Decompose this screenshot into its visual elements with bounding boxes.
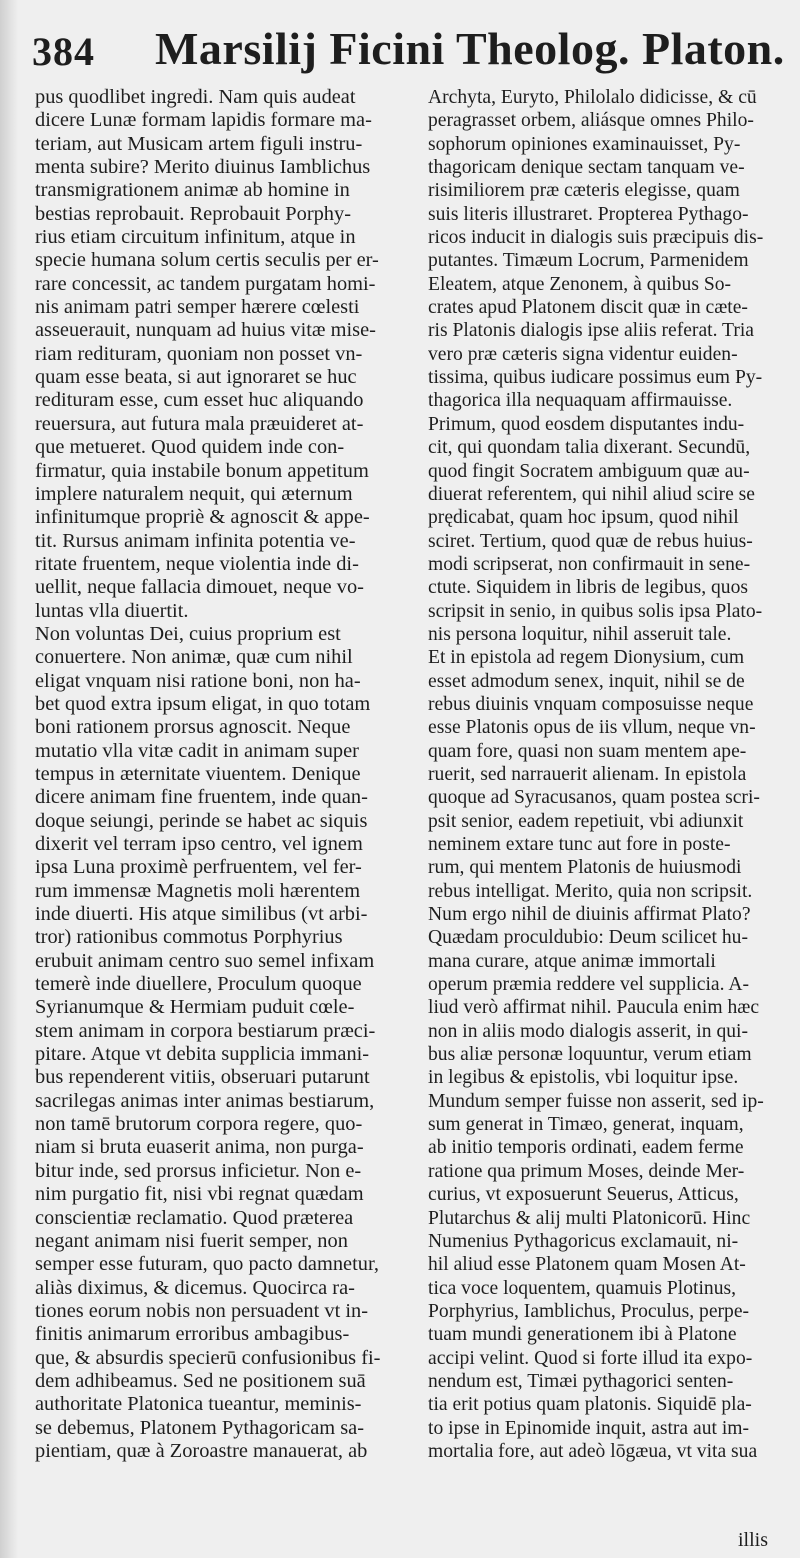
text-line: Et in epistola ad regem Dionysium, cum xyxy=(428,647,745,669)
text-line: Num ergo nihil de diuinis affirmat Plato? xyxy=(428,904,751,926)
text-line: psit senior, eadem repetiuit, vbi adiunxit xyxy=(428,810,744,832)
text-line: Numenius Pythagoricus exclamauit, ni- xyxy=(428,1230,739,1252)
text-line: negant animam nisi fuerit semper, non xyxy=(35,1229,348,1252)
text-line: modi scripserat, non confirmauit in sene- xyxy=(428,553,751,575)
text-line: conuertere. Non animæ, quæ cum nihil xyxy=(35,646,353,669)
text-line: infinitumque propriè & agnoscit & appe- xyxy=(35,506,370,529)
text-line: Eleatem, atque Zenonem, à quibus So- xyxy=(428,273,732,295)
text-line: Syrianumque & Hermiam puduit cœle- xyxy=(35,996,355,1019)
text-line: teriam, aut Musicam artem figuli instru- xyxy=(35,132,363,155)
text-line: suis literis illustraret. Propterea Pythago- xyxy=(428,203,749,225)
text-line: peragrasset orbem, aliásque omnes Philo- xyxy=(428,110,754,132)
text-line: tica voce loquentem, quamuis Plotinus, xyxy=(428,1277,737,1299)
text-line: quam fore, quasi non suam mentem ape- xyxy=(428,740,747,762)
text-line: Plutarchus & alij multi Platonicorū. Hinc xyxy=(428,1207,751,1229)
text-line: bitur inde, sed prorsus inficietur. Non e- xyxy=(35,1159,362,1182)
text-line: rius etiam circuitum infinitum, atque in xyxy=(35,226,356,249)
text-line: liud verò affirmat nihil. Paucula enim hæc xyxy=(428,997,760,1019)
text-line: accipi velint. Quod si forte illud ita expo- xyxy=(428,1347,753,1369)
text-line: prędicabat, quam hoc ipsum, quod nihil xyxy=(428,507,739,529)
text-line: thagorica illa nequaquam affirmauisse. xyxy=(428,390,733,412)
text-line: bus aliæ personæ loquuntur, verum etiam xyxy=(428,1044,752,1066)
text-line: rebus diuinis vnquam composuisse neque xyxy=(428,693,754,715)
text-line: in legibus & epistolis, vbi loquitur ipse. xyxy=(428,1067,739,1089)
text-line: rare concessit, ac tandem purgatam homi- xyxy=(35,272,376,295)
text-line: stem animam in corpora bestiarum præci- xyxy=(35,1019,376,1042)
text-line: dicere Lunæ formam lapidis formare ma- xyxy=(35,109,372,132)
text-line: boni rationem prorsus agnoscit. Neque xyxy=(35,716,351,739)
text-line: dicere animam fine fruentem, inde quan- xyxy=(35,786,368,809)
text-line: sum generat in Timæo, generat, inquam, xyxy=(428,1114,744,1136)
text-line: ris Platonis dialogis ipse aliis referat. Tria xyxy=(428,320,754,342)
page-number: 384 xyxy=(32,29,95,74)
text-line: firmatur, quia instabile bonum appetitum xyxy=(35,459,369,482)
text-line: pitare. Atque vt debita supplicia immani- xyxy=(35,1043,370,1066)
text-line: nim purgatio fit, nisi vbi regnat quædam xyxy=(35,1183,364,1206)
text-line: tiones eorum nobis non persuadent vt in- xyxy=(35,1299,368,1322)
text-line: tempus in æternitate viuentem. Denique xyxy=(35,762,361,785)
text-line: que, & absurdis specierū confusionibus fi- xyxy=(35,1346,381,1369)
text-line: crates apud Platonem discit quæ in cæte- xyxy=(428,297,748,319)
text-line: tuam mundi generationem ibi à Platone xyxy=(428,1324,737,1346)
right-text-column xyxy=(428,86,796,1463)
left-text-column xyxy=(35,86,405,1463)
text-line: nis animam patri semper hærere cœlesti xyxy=(35,296,360,319)
text-line: putantes. Timæum Locrum, Parmenidem xyxy=(428,250,749,272)
text-line: semper esse futuram, quo pacto damnetur, xyxy=(35,1253,380,1276)
text-line: non tamē brutorum corpora regere, quo- xyxy=(35,1113,363,1136)
text-line: bet quod extra ipsum eligat, in quo totam xyxy=(35,692,371,715)
text-line: curius, vt exposuerunt Seuerus, Atticus, xyxy=(428,1184,739,1206)
text-line: uellit, neque fallacia dimouet, neque vo- xyxy=(35,576,364,599)
text-line: se debemus, Platonem Pythagoricam sa- xyxy=(35,1416,365,1439)
text-line: que metueret. Quod quidem inde con- xyxy=(35,436,345,459)
text-line: reuersura, aut futura mala præuideret at- xyxy=(35,412,364,435)
text-line: sacrilegas animas inter animas bestiarum, xyxy=(35,1089,375,1112)
text-line: ritate fruentem, neque violentia inde di- xyxy=(35,552,359,575)
text-line: ctute. Siquidem in libris de legibus, quos xyxy=(428,577,749,599)
text-line: vero præ cæteris signa videntur euiden- xyxy=(428,343,738,365)
text-line: diuerat referentem, qui nihil aliud scire se xyxy=(428,483,755,505)
text-line: dixerit vel terram ipso centro, vel ignem xyxy=(35,833,363,855)
text-line: ricos inducit in dialogis suis præcipuis dis- xyxy=(428,227,764,249)
text-line: scripsit in senio, in quibus solis ipsa Plato- xyxy=(428,600,763,622)
text-line: conscientiæ reclamatio. Quod præterea xyxy=(35,1206,354,1229)
page-header xyxy=(0,0,800,80)
text-line: ipsa Luna proximè perfruentem, vel fer- xyxy=(35,856,362,879)
text-line: doque seiungi, perinde se habet ac siquis xyxy=(35,809,368,832)
text-line: redituram esse, cum esset huc aliquando xyxy=(35,389,364,412)
text-line: temerè inde diuellere, Proculum quoque xyxy=(35,973,362,996)
text-line: risimiliorem præ cæteris elegisse, quam xyxy=(428,180,740,202)
text-line: tissima, quibus iudicare possimus eum Py- xyxy=(428,367,763,389)
catchword: illis xyxy=(738,1529,769,1551)
text-line: erubuit animam centro suo semel infixam xyxy=(35,949,375,972)
text-line: transmigrationem animæ ab homine in xyxy=(35,179,350,202)
text-line: ratione qua primum Moses, deinde Mer- xyxy=(428,1160,745,1182)
running-head: Marsilij Ficini Theolog. Platon. xyxy=(155,23,785,74)
text-line: niam si bruta euaserit anima, non purga- xyxy=(35,1136,364,1159)
text-line: ab initio temporis ordinati, eadem ferme xyxy=(428,1137,744,1159)
text-line: inde diuerti. His atque similibus (vt arbi- xyxy=(35,903,368,926)
text-line: quoque ad Syracusanos, quam postea scri- xyxy=(428,787,760,809)
text-line: aliàs diximus, & dicemus. Quocirca ra- xyxy=(35,1276,355,1299)
text-line: sophorum opiniones examinauisset, Py- xyxy=(428,133,741,155)
text-line: riam redituram, quoniam non posset vn- xyxy=(35,342,363,365)
text-line: Porphyrius, Iamblichus, Proculus, perpe- xyxy=(428,1300,750,1322)
text-line: pus quodlibet ingredi. Nam quis audeat xyxy=(35,86,356,108)
text-line: sciret. Tertium, quod quæ de rebus huius- xyxy=(428,530,753,552)
text-line: Non voluntas Dei, cuius proprium est xyxy=(35,622,341,645)
text-line: finitis animarum erroribus ambagibus- xyxy=(35,1323,350,1346)
text-line: Archyta, Euryto, Philolalo didicisse, & cū xyxy=(428,87,757,108)
text-line: authoritate Platonica tueantur, meminis- xyxy=(35,1393,362,1416)
text-line: pientiam, quæ à Zoroastre manauerat, ab xyxy=(35,1439,368,1462)
text-line: ruerit, sed narrauerit alienam. In epistola xyxy=(428,763,747,785)
text-line: rum immensæ Magnetis moli hærentem xyxy=(35,879,361,902)
text-line: esse Platonis opus de iis vllum, neque vn- xyxy=(428,717,756,739)
text-line: thagoricam denique sectam tanquam ve- xyxy=(428,157,745,179)
text-line: mortalia fore, aut adeò lōgæua, vt vita sua xyxy=(428,1440,758,1462)
text-line: cit, qui quondam talia dixerant. Secundū, xyxy=(428,437,751,459)
text-line: rebus intelligat. Merito, quia non scripsit. xyxy=(428,880,753,902)
text-line: eligat vnquam nisi ratione boni, non ha- xyxy=(35,669,361,692)
text-line: neminem extare tunc aut fore in poste- xyxy=(428,834,731,855)
text-line: tror) rationibus commotus Porphyrius xyxy=(35,926,343,949)
text-line: tit. Rursus animam infinita potentia ve- xyxy=(35,529,356,552)
text-line: bestias reprobauit. Reprobauit Porphy- xyxy=(35,202,351,225)
text-line: luntas vlla diuertit. xyxy=(35,599,189,622)
text-line: hil aliud esse Platonem quam Mosen At- xyxy=(428,1254,746,1276)
text-line: esset admodum senex, inquit, nihil se de xyxy=(428,670,745,692)
text-line: Quædam proculdubio: Deum scilicet hu- xyxy=(428,927,748,949)
text-line: nis persona loquitur, nihil asseruit tale. xyxy=(428,623,732,645)
text-line: mana curare, atque animæ immortali xyxy=(428,950,716,972)
text-line: asseuerauit, nunquam ad huius vitæ mise- xyxy=(35,319,376,342)
text-line: quod fingit Socratem ambiguum quæ au- xyxy=(428,460,750,482)
text-line: implere naturalem nequit, qui æternum xyxy=(35,482,353,505)
text-line: specie humana solum certis seculis per er- xyxy=(35,249,379,272)
text-line: dem adhibeamus. Sed ne positionem suā xyxy=(35,1369,366,1392)
text-line: mutatio vlla vitæ cadit in animam super xyxy=(35,739,359,762)
text-line: menta subire? Merito diuinus Iamblichus xyxy=(35,156,371,179)
text-line: non in aliis modo dialogis asserit, in qui- xyxy=(428,1020,749,1042)
text-line: Primum, quod eosdem disputantes indu- xyxy=(428,413,745,435)
text-line: nendum est, Timæi pythagorici senten- xyxy=(428,1370,734,1392)
text-line: quam esse beata, si aut ignoraret se huc xyxy=(35,366,357,389)
text-line: to ipse in Epinomide inquit, astra aut im- xyxy=(428,1417,750,1439)
text-line: tia erit potius quam platonis. Siquidē pla- xyxy=(428,1394,752,1416)
text-line: Mundum semper fuisse non asserit, sed ip- xyxy=(428,1090,764,1112)
gutter-shadow xyxy=(0,0,18,1558)
text-line: rum, qui mentem Platonis de huiusmodi xyxy=(428,857,742,879)
text-line: bus rependerent vitiis, obseruari putarunt xyxy=(35,1066,370,1089)
text-line: operum præmia reddere vel supplicia. A- xyxy=(428,974,750,996)
